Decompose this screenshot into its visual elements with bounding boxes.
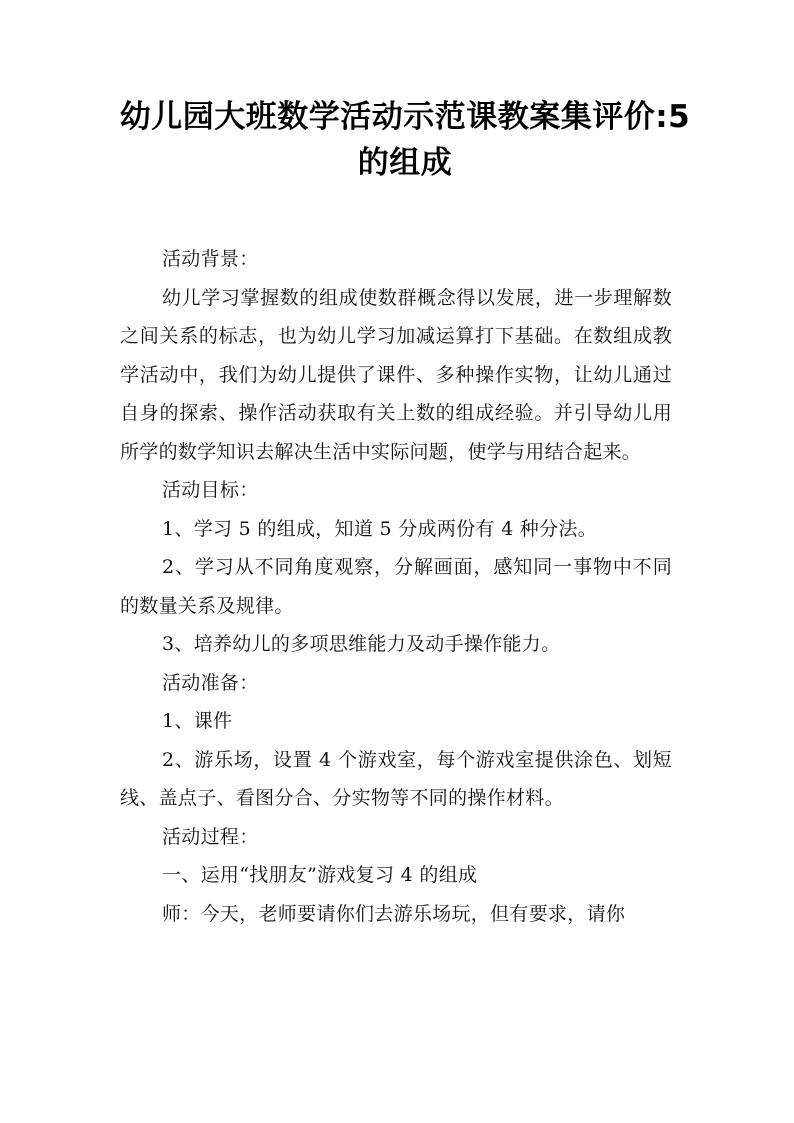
document-body xyxy=(120,240,672,933)
document-title xyxy=(110,94,700,186)
teacher-speech: 师：今天，老师要请你们去游乐场玩，但有要求，请你 xyxy=(162,902,626,925)
title-line-1: 幼儿园大班数学活动示范课教案集评价:5 xyxy=(119,99,691,135)
preparation-item-1: 1、课件 xyxy=(162,710,233,732)
goal-item-1: 1、学习 5 的组成，知道 5 分成两份有 4 种分法。 xyxy=(162,517,597,540)
heading-process: 活动过程： xyxy=(162,825,259,848)
heading-goals: 活动目标： xyxy=(162,479,259,501)
goal-item-3: 3、培养幼儿的多项思维能力及动手操作能力。 xyxy=(162,633,561,655)
heading-background: 活动背景： xyxy=(162,248,259,270)
preparation-item-2: 2、游乐场，设置 4 个游戏室，每个游戏室提供涂色、划短线、盖点子、看图分合、分实物等不同的操作材料。 xyxy=(120,748,672,809)
paragraph-background: 幼儿学习掌握数的组成使数群概念得以发展，进一步理解数之间关系的标志，也为幼儿学习加减运算打下基础。在数组成教学活动中，我们为幼儿提供了课件、多种操作实物，让幼儿通过自身的探索、操作活动获取有关上数的组成经验。并引导幼儿用所学的数学知识去解决生活中实际问题，使学与用结合起来。 xyxy=(120,286,672,463)
heading-preparation: 活动准备： xyxy=(162,671,259,694)
title-line-2: 的组成 xyxy=(357,145,453,181)
goal-item-2: 2、学习从不同角度观察，分解画面，感知同一事物中不同的数量关系及规律。 xyxy=(120,556,672,617)
process-step-1: 一、运用“找朋友”游戏复习 4 的组成 xyxy=(162,864,478,886)
